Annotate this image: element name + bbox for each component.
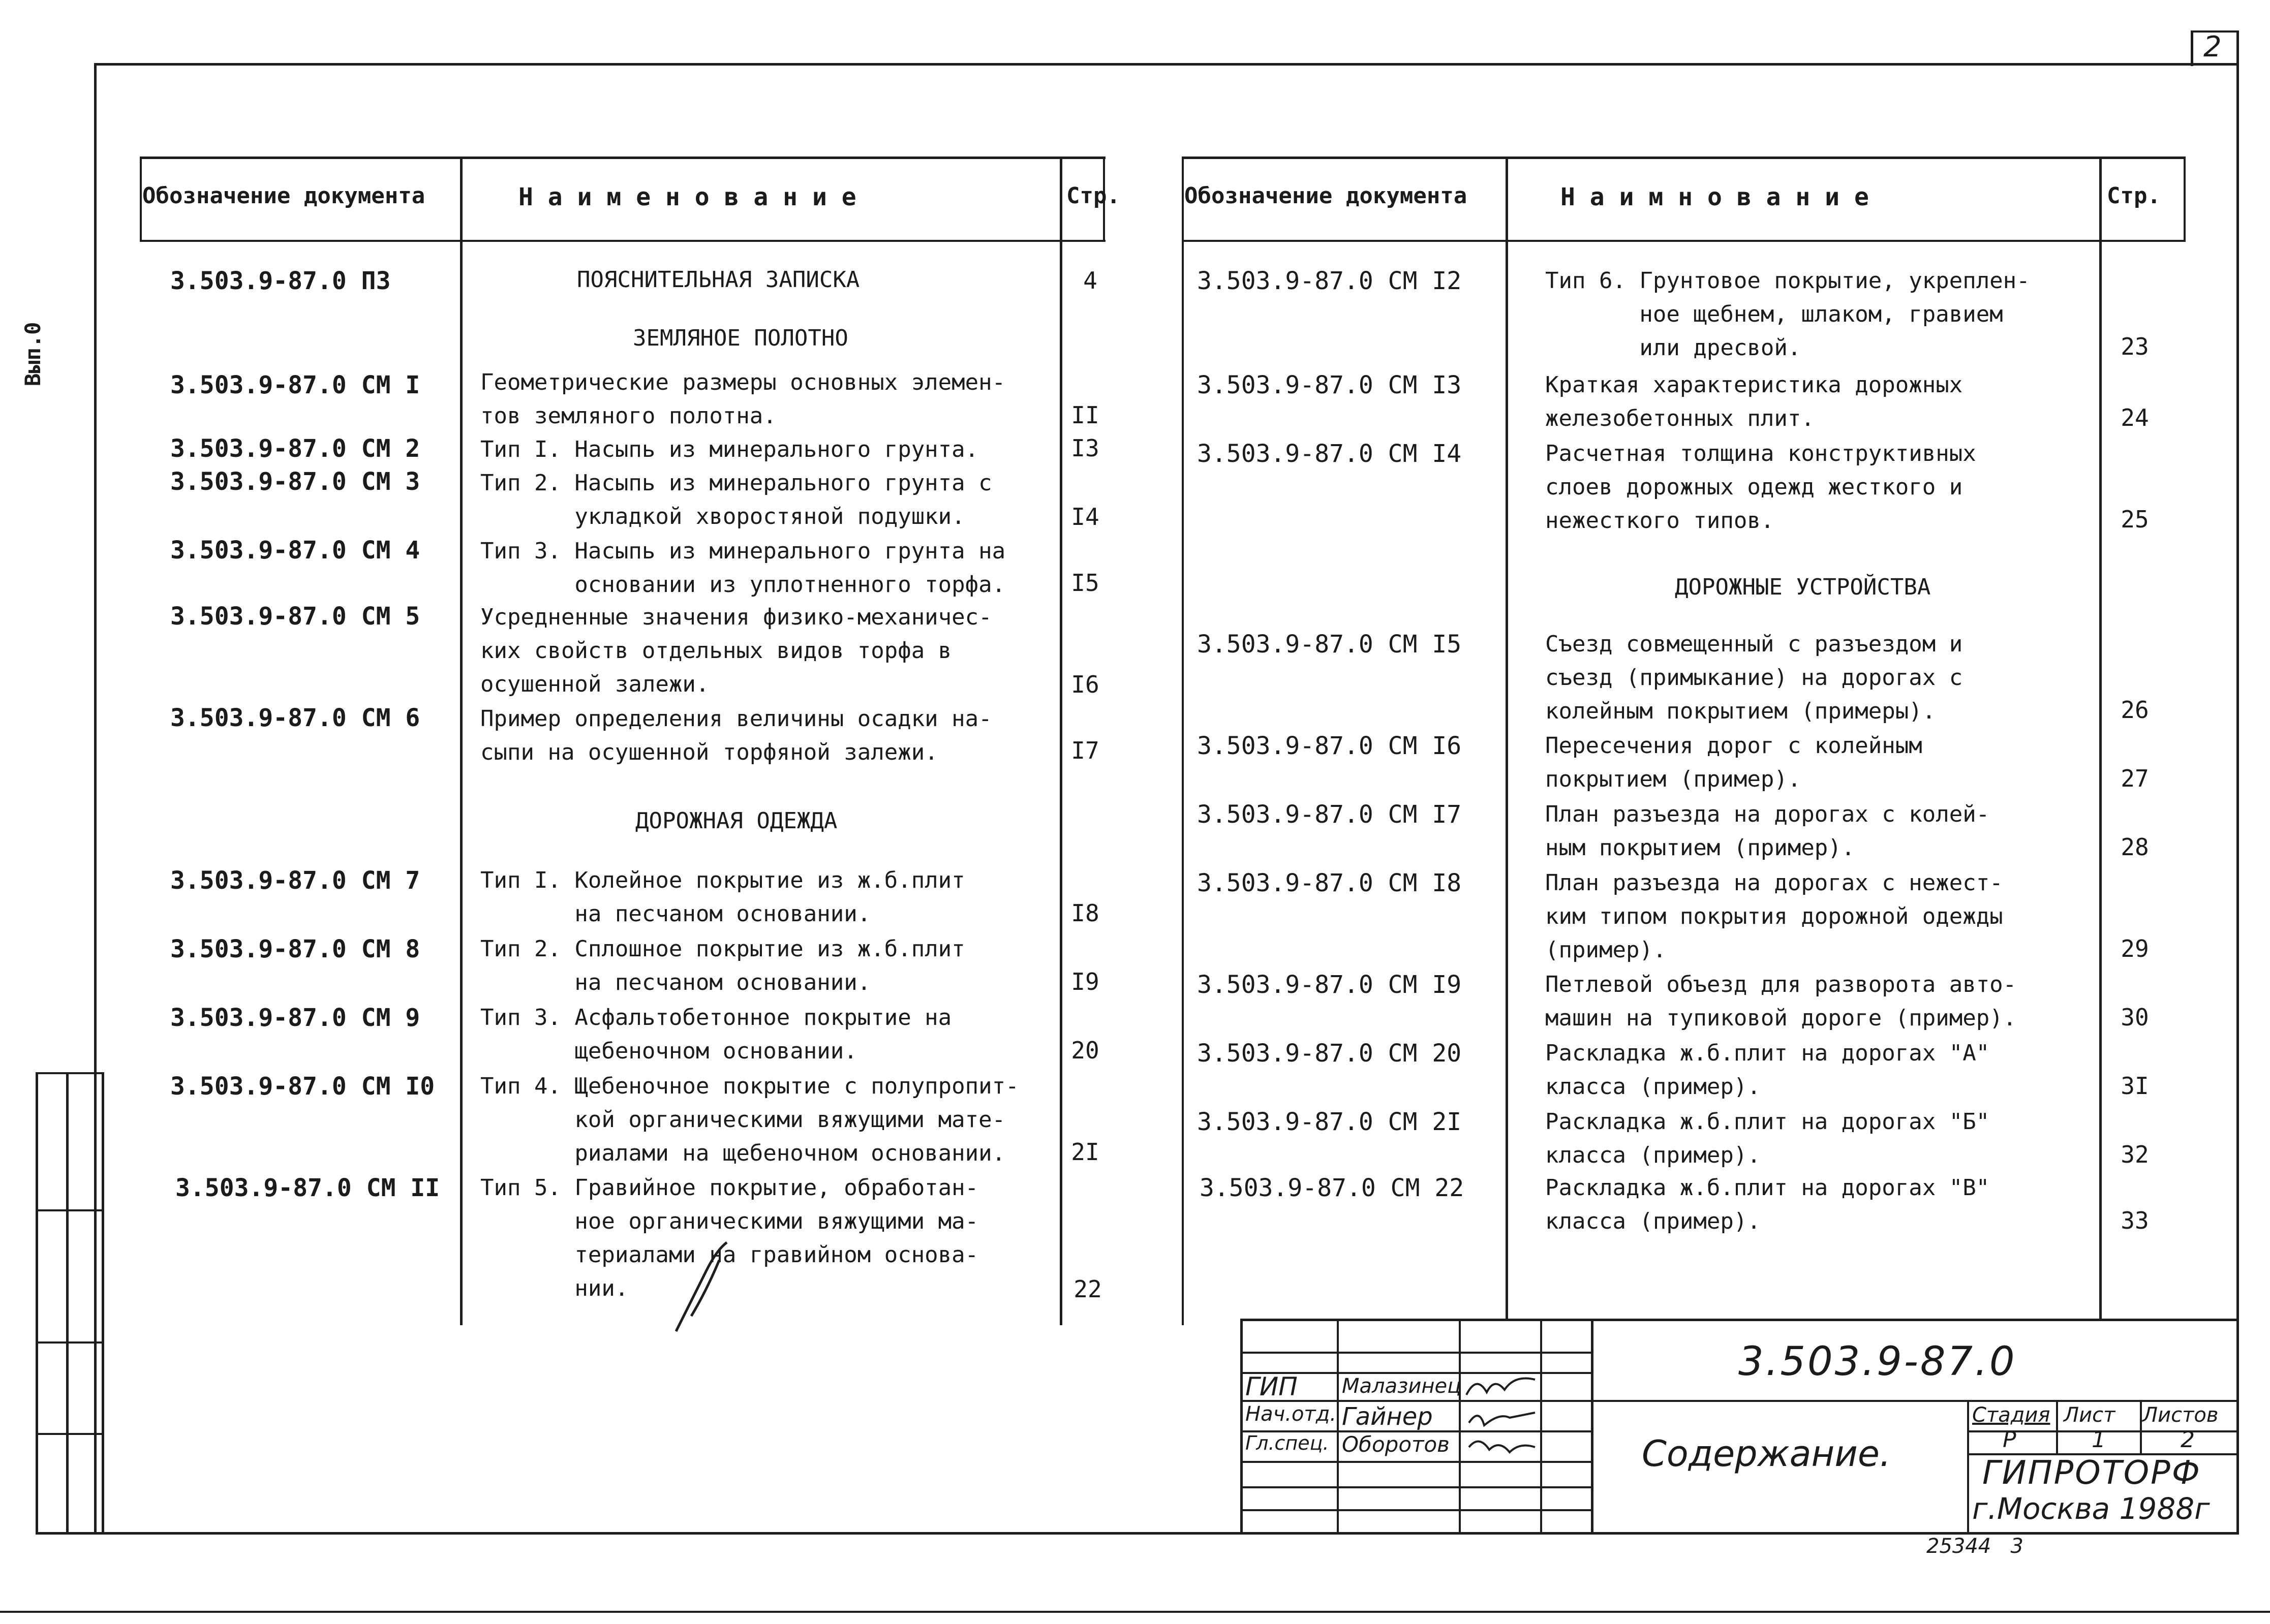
stage-label: Стадия xyxy=(1972,1403,2050,1427)
page-number: 26 xyxy=(2121,696,2149,724)
page-number: 33 xyxy=(2121,1207,2149,1234)
sheets-label: Листов xyxy=(2142,1403,2219,1427)
section-title: ДОРОЖНАЯ ОДЕЖДА xyxy=(635,808,838,834)
doc-code: 3.503.9-87.0 СМ 8 xyxy=(170,935,420,963)
doc-name: Пример определения величины осадки на- сыпи на осушенной торфяной залежи. xyxy=(480,706,992,765)
doc-name: Тип 5. Гравийное покрытие, обработан- ное органическими вяжущими ма- териалами на гравийном основа- нии. xyxy=(480,1175,979,1301)
left-col-designation-header: Обозначение документа xyxy=(142,183,425,209)
doc-name: Тип 4. Щебеночное покрытие с полупропит- кой органическими вяжущими мате- риалами на щебеночном основании. xyxy=(480,1073,1019,1166)
left-col-page-header: Стр. xyxy=(1066,183,1120,209)
stamp-title: Содержание. xyxy=(1642,1433,1891,1475)
stamp-city-year: г.Москва 1988г xyxy=(1972,1491,2210,1526)
frame-left xyxy=(94,63,97,1534)
frame-right xyxy=(2236,30,2239,1535)
doc-code: 3.503.9-87.0 СМ I xyxy=(170,371,420,399)
page-number: I5 xyxy=(1071,569,1099,597)
doc-code: 3.503.9-87.0 СМ I7 xyxy=(1197,800,1462,829)
page-number: I7 xyxy=(1071,737,1099,764)
frame-bottom xyxy=(36,1532,2239,1535)
page-number: 20 xyxy=(1071,1037,1099,1064)
right-col-name-header: Н а и м н о в а н и е xyxy=(1560,183,1869,211)
doc-name: Тип 2. Сплошное покрытие из ж.б.плит на песчаном основании. xyxy=(480,936,965,995)
name-chief-spec: Оборотов xyxy=(1342,1432,1450,1457)
page-number: 29 xyxy=(2121,935,2149,962)
doc-code: 3.503.9-87.0 СМ I4 xyxy=(1197,440,1462,468)
page-number: 2I xyxy=(1071,1138,1099,1166)
page-number: 30 xyxy=(2121,1004,2149,1031)
stamp-org: ГИПРОТОРФ xyxy=(1982,1454,2201,1492)
page-number: 4 xyxy=(1083,267,1097,294)
side-label: Вып.0 xyxy=(20,322,45,386)
page-number: 24 xyxy=(2121,404,2149,431)
doc-code: 3.503.9-87.0 СМ I6 xyxy=(1197,732,1462,760)
stage-value: Р xyxy=(2003,1427,2016,1453)
page-number: 32 xyxy=(2121,1141,2149,1168)
doc-code: 3.503.9-87.0 СМ 7 xyxy=(170,866,420,895)
doc-code: 3.503.9-87.0 СМ I2 xyxy=(1197,267,1462,295)
doc-name: Усредненные значения физико-механичес- ких свойств отдельных видов торфа в осушенной залежи. xyxy=(480,604,992,697)
doc-code: 3.503.9-87.0 СМ 20 xyxy=(1197,1039,1462,1068)
section-title: ЗЕМЛЯНОЕ ПОЛОТНО xyxy=(633,325,848,351)
doc-name: Раскладка ж.б.плит на дорогах "В" класса (пример). xyxy=(1545,1175,1990,1234)
doc-name: Расчетная толщина конструктивных слоев дорожных одежд жесткого и нежесткого типов. xyxy=(1545,441,1976,534)
sheets-value: 2 xyxy=(2181,1427,2195,1453)
page-number: II xyxy=(1071,401,1099,429)
doc-code: 3.503.9-87.0 СМ 2I xyxy=(1197,1108,1462,1136)
left-col-name-header: Н а и м е н о в а н и е xyxy=(518,183,856,211)
sheet-number: 2 xyxy=(2203,30,2222,64)
page-number: 28 xyxy=(2121,833,2149,861)
doc-code: 3.503.9-87.0 СМ 22 xyxy=(1200,1174,1464,1202)
doc-code: 3.503.9-87.0 СМ I5 xyxy=(1197,630,1462,659)
doc-code: 3.503.9-87.0 СМ 9 xyxy=(170,1004,420,1032)
doc-code: 3.503.9-87.0 СМ 6 xyxy=(170,704,420,732)
page-number: 25 xyxy=(2121,506,2149,533)
doc-code: 3.503.9-87.0 СМ 2 xyxy=(170,434,420,463)
role-chief-spec: Гл.спец. xyxy=(1245,1432,1329,1454)
footer-number: 25344 3 xyxy=(1926,1535,2023,1558)
signature-1 xyxy=(1464,1372,1540,1400)
doc-code: 3.503.9-87.0 СМ I8 xyxy=(1197,869,1462,897)
doc-name: Тип 6. Грунтовое покрытие, укреплен- ное щебнем, шлаком, гравием или дресвой. xyxy=(1545,268,2030,361)
doc-name: Тип 3. Насыпь из минерального грунта на основании из уплотненного торфа. xyxy=(480,538,1006,598)
doc-name: Раскладка ж.б.плит на дорогах "Б" класса (пример). xyxy=(1545,1109,1990,1168)
stamp-doc-code: 3.503.9-87.0 xyxy=(1738,1339,2017,1385)
doc-name: Пересечения дорог с колейным покрытием (пример). xyxy=(1545,733,1922,792)
doc-code: 3.503.9-87.0 ПЗ xyxy=(170,267,391,295)
role-head-dept: Нач.отд. xyxy=(1245,1402,1337,1426)
name-head-dept: Гайнер xyxy=(1342,1402,1433,1431)
right-col-designation-header: Обозначение документа xyxy=(1184,183,1467,209)
doc-name: Тип I. Колейное покрытие из ж.б.плит на песчаном основании. xyxy=(480,867,965,927)
page-number: 22 xyxy=(1073,1275,1102,1303)
doc-name: Тип I. Насыпь из минерального грунта. xyxy=(480,436,979,462)
doc-code: 3.503.9-87.0 СМ 4 xyxy=(170,536,420,565)
right-col-page-header: Стр. xyxy=(2107,183,2161,209)
doc-code: 3.503.9-87.0 СМ I3 xyxy=(1197,371,1462,399)
doc-code: 3.503.9-87.0 СМ 5 xyxy=(170,602,420,631)
sheet-label: Лист xyxy=(2064,1403,2115,1427)
page-number: I3 xyxy=(1071,434,1099,462)
signature-2 xyxy=(1464,1402,1540,1430)
doc-code: 3.503.9-87.0 СМ I0 xyxy=(170,1072,435,1101)
page-number: I9 xyxy=(1071,968,1099,995)
doc-name: Петлевой объезд для разворота авто- машин на тупиковой дороге (пример). xyxy=(1545,972,2017,1031)
sheet-value: 1 xyxy=(2092,1427,2106,1453)
doc-name: Съезд совмещенный с разъездом и съезд (примыкание) на дорогах с колейным покрытием (примеры). xyxy=(1545,631,1963,724)
doc-name: Раскладка ж.б.плит на дорогах "А" класса (пример). xyxy=(1545,1040,1990,1100)
role-gip: ГИП xyxy=(1245,1372,1298,1401)
doc-name: План разъезда на дорогах с колей- ным покрытием (пример). xyxy=(1545,801,1990,861)
section-title: ДОРОЖНЫЕ УСТРОЙСТВА xyxy=(1675,574,1931,600)
doc-code: 3.503.9-87.0 СМ 3 xyxy=(170,467,420,496)
page-number: 27 xyxy=(2121,765,2149,792)
name-gip: Малазинец xyxy=(1342,1375,1461,1398)
page-number: 3I xyxy=(2121,1072,2149,1100)
doc-code: 3.503.9-87.0 СМ II xyxy=(175,1174,440,1202)
checkmark-scribble xyxy=(671,1240,732,1341)
doc-name: Краткая характеристика дорожных железобетонных плит. xyxy=(1545,372,1963,431)
signature-3 xyxy=(1464,1432,1540,1460)
page-number: I6 xyxy=(1071,671,1099,698)
doc-name: Тип 3. Асфальтобетонное покрытие на щебеночном основании. xyxy=(480,1005,952,1064)
doc-name: Геометрические размеры основных элемен- тов земляного полотна. xyxy=(480,369,1006,429)
section-title: ПОЯСНИТЕЛЬНАЯ ЗАПИСКА xyxy=(577,267,860,293)
doc-name: План разъезда на дорогах с нежест- ким типом покрытия дорожной одежды (пример). xyxy=(1545,870,2003,963)
doc-name: Тип 2. Насыпь из минерального грунта с укладкой хворостяной подушки. xyxy=(480,470,992,529)
frame-top xyxy=(94,63,2239,66)
page-number: I8 xyxy=(1071,899,1099,927)
doc-code: 3.503.9-87.0 СМ I9 xyxy=(1197,971,1462,999)
page-number: I4 xyxy=(1071,503,1099,530)
page-number: 23 xyxy=(2121,333,2149,360)
bottom-rule xyxy=(0,1611,2270,1613)
